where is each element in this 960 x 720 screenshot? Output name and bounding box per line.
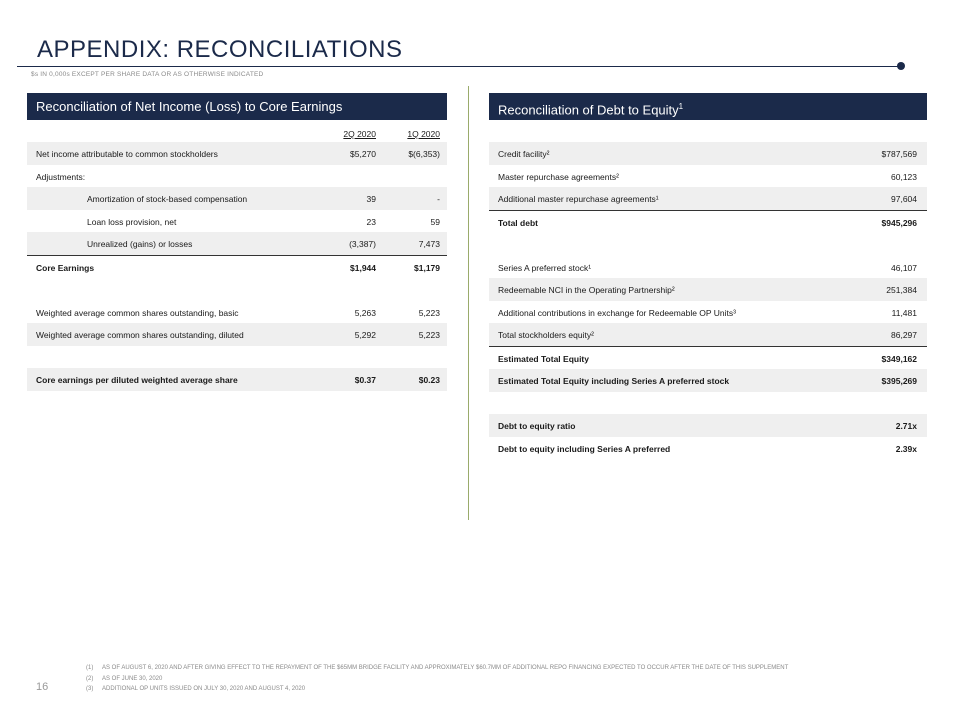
column-headers [27, 120, 447, 142]
header-rule [17, 66, 901, 67]
row-value: $349,162 [881, 353, 917, 364]
row-value-1q: 5,223 [418, 330, 440, 340]
row-label: Estimated Total Equity [498, 353, 589, 364]
footnote-text: AS OF AUGUST 6, 2020 AND AFTER GIVING EFFECT TO THE REPAYMENT OF THE $65MM BRIDGE FACILITY AND APPROXIMATELY $60.7MM OF ADDITIONAL REPO FINANCING EXPECTED TO OCCUR AFTER THE DATE OF THIS SUPPLEMENT [102, 665, 789, 671]
footnote-number: (3) [86, 686, 94, 692]
table-row [489, 256, 927, 279]
row-value-2q: 39 [366, 194, 376, 204]
row-value-1q: 5,223 [418, 307, 440, 318]
right-panel-title: Reconciliation of Debt to Equity [498, 102, 679, 118]
table-row-total [489, 210, 927, 234]
vertical-divider [468, 86, 469, 520]
row-label: Core Earnings [36, 262, 95, 273]
table-row [489, 142, 927, 165]
row-label: Loan loss provision, net [87, 216, 177, 227]
row-label: Credit facility² [498, 149, 550, 159]
row-value-2q: $5,270 [350, 149, 376, 159]
row-label: Debt to equity including Series A preferred [498, 443, 671, 454]
row-value: $395,269 [881, 376, 917, 386]
row-label: Series A preferred stock¹ [498, 262, 592, 273]
row-label: Debt to equity ratio [498, 421, 576, 431]
row-spacer [27, 346, 447, 369]
row-label: Unrealized (gains) or losses [87, 239, 193, 249]
footnotes [86, 663, 788, 695]
footnote-text: ADDITIONAL OP UNITS ISSUED ON JULY 30, 2020 AND AUGUST 4, 2020 [102, 686, 306, 692]
row-value: $787,569 [881, 149, 917, 159]
row-label: Total stockholders equity² [498, 330, 594, 340]
row-label: Additional contributions in exchange for Redeemable OP Units³ [498, 307, 736, 318]
table-row [27, 210, 447, 233]
row-label: Master repurchase agreements² [498, 171, 619, 182]
debt-to-equity-panel [489, 93, 927, 459]
row-value-2q: $1,944 [350, 262, 376, 273]
net-income-reconciliation-panel [27, 93, 447, 391]
footnote-number: (2) [86, 675, 94, 682]
row-spacer [489, 233, 927, 256]
table-row-total [27, 368, 447, 391]
row-value-2q: 23 [366, 216, 376, 227]
row-value: 86,297 [891, 330, 917, 340]
table-row [27, 323, 447, 346]
table-row-total [489, 369, 927, 392]
row-value-1q: 59 [430, 216, 440, 227]
row-value-1q: $1,179 [414, 262, 440, 273]
row-spacer [27, 278, 447, 301]
table-row-ratio [489, 437, 927, 460]
footnote-number: (1) [86, 665, 94, 671]
table-row [27, 142, 447, 165]
row-value: 46,107 [891, 262, 917, 273]
table-row [27, 301, 447, 324]
row-label: Amortization of stock-based compensation [87, 194, 248, 204]
table-row-total [27, 255, 447, 279]
row-value-2q: 5,263 [354, 307, 376, 318]
table-row [27, 187, 447, 210]
row-value-1q: 7,473 [418, 239, 440, 249]
row-value-2q: (3,387) [349, 239, 376, 249]
row-value: 11,481 [891, 307, 917, 318]
table-row-ratio [489, 414, 927, 437]
row-label: Net income attributable to common stockholders [36, 149, 218, 159]
right-panel-title-footnote: 1 [678, 102, 684, 111]
row-label: Redeemable NCI in the Operating Partnership² [498, 285, 675, 295]
left-panel-header: Reconciliation of Net Income (Loss) to Core Earnings [27, 93, 447, 120]
footnote-text: AS OF JUNE 30, 2020 [102, 675, 163, 682]
row-value: 97,604 [891, 194, 917, 204]
row-label: Additional master repurchase agreements¹ [498, 194, 659, 204]
footnote [86, 684, 788, 695]
row-value: 251,384 [886, 285, 917, 295]
row-value-1q: - [437, 194, 440, 204]
table-row-total [489, 346, 927, 370]
footnote [86, 663, 788, 674]
col-1q2020-header: 1Q 2020 [407, 129, 440, 139]
row-label: Estimated Total Equity including Series A preferred stock [498, 376, 730, 386]
row-value: 2.71x [895, 421, 917, 431]
row-value: $945,296 [881, 217, 917, 228]
table-row [489, 301, 927, 324]
page-subtitle: $s IN 0,000s EXCEPT PER SHARE DATA OR AS OTHERWISE INDICATED [31, 71, 264, 78]
row-label: Weighted average common shares outstanding, diluted [36, 330, 244, 340]
table-row [27, 165, 447, 188]
row-value: 60,123 [891, 171, 917, 182]
row-label: Adjustments: [36, 171, 86, 182]
header-rule-dot [897, 62, 905, 70]
row-value: 2.39x [895, 443, 917, 454]
row-label: Weighted average common shares outstanding, basic [36, 307, 239, 318]
page-number: 16 [36, 681, 49, 693]
table-row [489, 323, 927, 346]
right-panel-header [489, 93, 927, 120]
row-value-1q: $0.23 [418, 375, 440, 385]
row-label: Core earnings per diluted weighted average share [36, 375, 238, 385]
row-value-2q: 5,292 [354, 330, 376, 340]
row-label: Total debt [498, 217, 538, 228]
page-title: APPENDIX: RECONCILIATIONS [37, 36, 403, 63]
row-value-2q: $0.37 [354, 375, 376, 385]
col-2q2020-header: 2Q 2020 [343, 129, 376, 139]
row-value-1q: $(6,353) [408, 149, 440, 159]
column-header-spacer [489, 120, 927, 142]
row-spacer [489, 392, 927, 415]
table-row [27, 232, 447, 255]
table-row [489, 278, 927, 301]
footnote [86, 674, 788, 685]
table-row [489, 165, 927, 188]
table-row [489, 187, 927, 210]
